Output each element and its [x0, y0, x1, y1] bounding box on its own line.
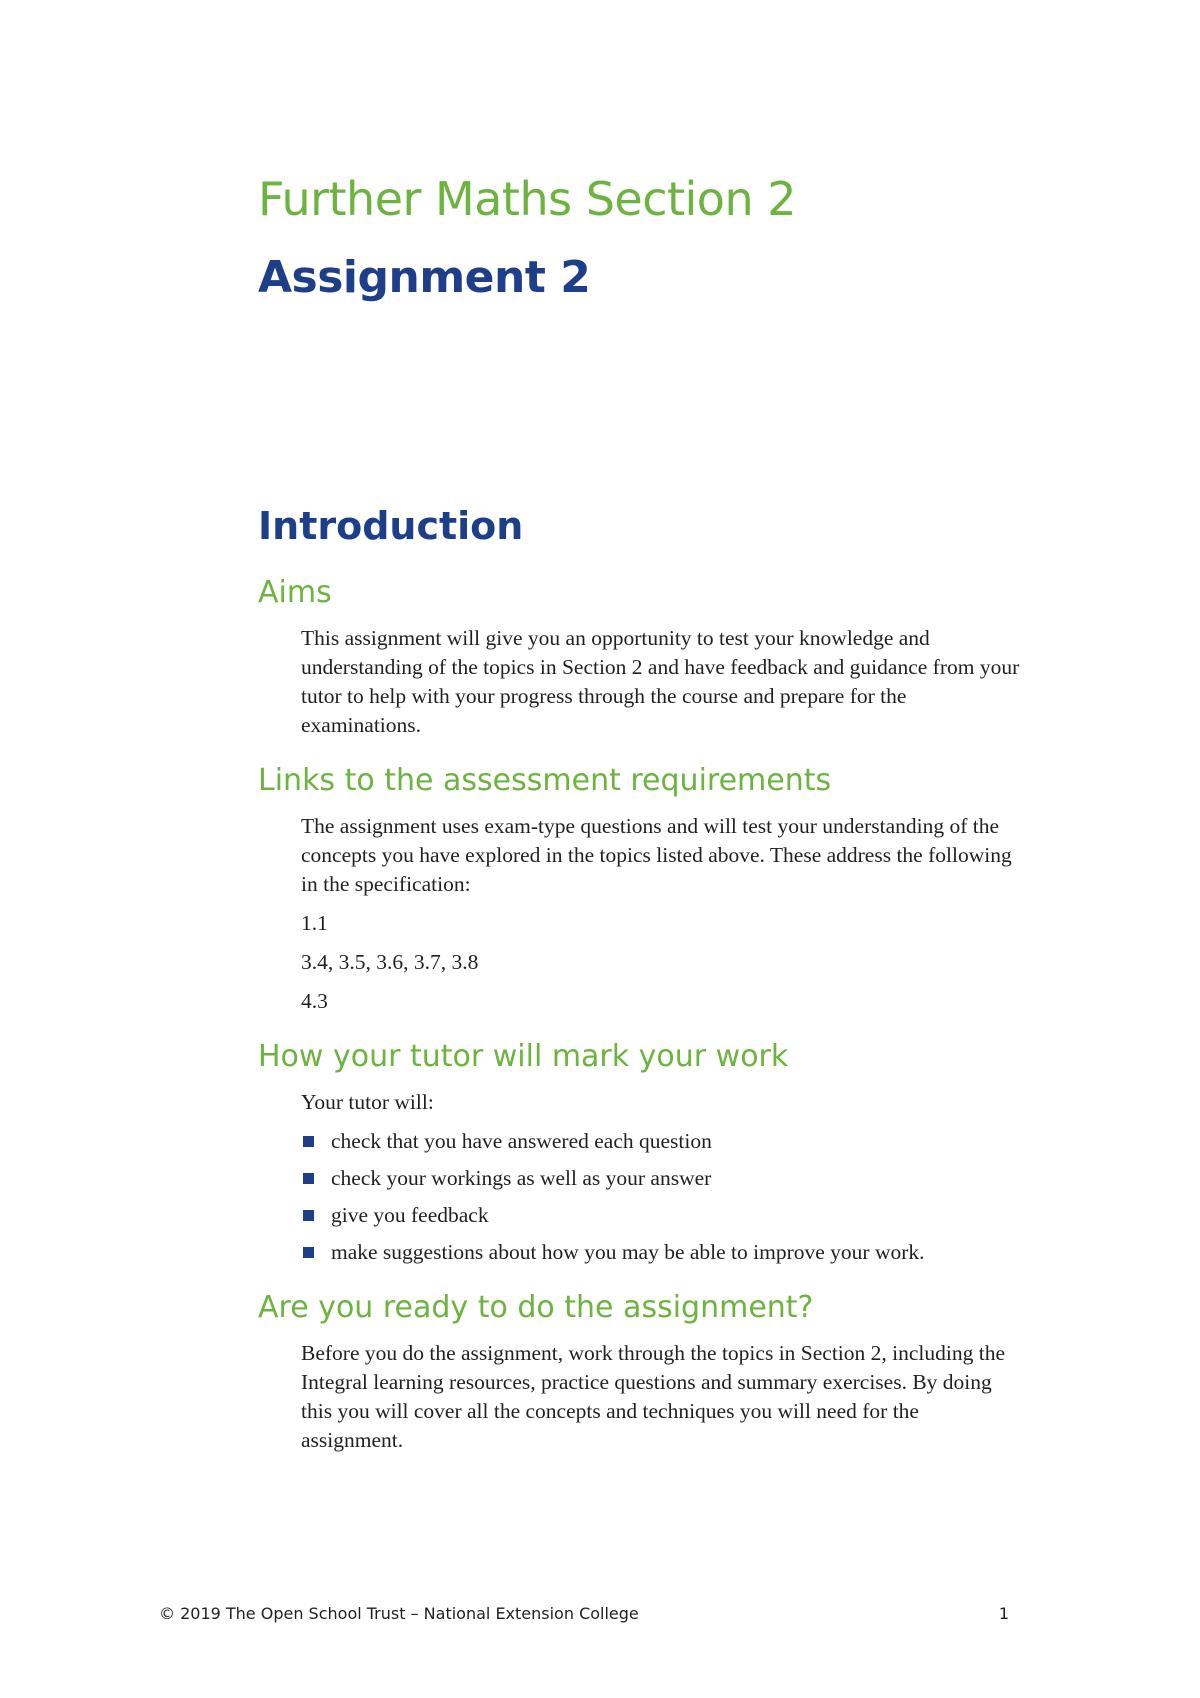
marking-section — [258, 1038, 1018, 1267]
list-item — [301, 1127, 1018, 1156]
list-item-text: make suggestions about how you may be able to improve your work. — [331, 1240, 925, 1264]
list-item — [301, 1238, 1018, 1267]
document-subtitle: Assignment 2 — [258, 252, 591, 303]
list-item-text: check your workings as well as your answer — [331, 1166, 712, 1190]
spec-item: 3.4, 3.5, 3.6, 3.7, 3.8 — [301, 950, 479, 974]
aims-section — [258, 574, 1018, 740]
page-number: 1 — [998, 1604, 1009, 1623]
document-title: Further Maths Section 2 — [258, 172, 796, 226]
links-heading: Links to the assessment requirements — [258, 763, 832, 798]
square-bullet-icon — [303, 1136, 314, 1147]
list-item-text: give you feedback — [331, 1203, 489, 1227]
spec-item: 1.1 — [301, 911, 328, 935]
list-item — [301, 1164, 1018, 1193]
square-bullet-icon — [303, 1173, 314, 1184]
ready-text: Before you do the assignment, work through the topics in Section 2, including the Integral learning resources, practice questions and summary exercises. By doing this you will cover all the concepts and techniques you will need for the assignment. — [301, 1341, 1006, 1452]
main-content — [258, 502, 1018, 1477]
links-text: The assignment uses exam-type questions and will test your understanding of the concepts you have explored in the topics listed above. These address the following in the specification: — [301, 814, 1012, 896]
introduction-heading: Introduction — [258, 504, 524, 548]
marking-bullet-list — [301, 1127, 1018, 1267]
ready-heading: Are you ready to do the assignment? — [258, 1290, 814, 1325]
links-section — [258, 762, 1018, 1016]
marking-lead: Your tutor will: — [301, 1090, 434, 1114]
ready-section — [258, 1289, 1018, 1455]
aims-text: This assignment will give you an opportunity to test your knowledge and understanding of the topics in Section 2 and have feedback and guidance from your tutor to help with your progress through the course and prepare for the examinations. — [301, 626, 1020, 737]
spec-item: 4.3 — [301, 989, 328, 1013]
list-item — [301, 1201, 1018, 1230]
list-item-text: check that you have answered each question — [331, 1129, 712, 1153]
aims-heading: Aims — [258, 575, 332, 610]
square-bullet-icon — [303, 1210, 314, 1221]
square-bullet-icon — [303, 1247, 314, 1258]
marking-heading: How your tutor will mark your work — [258, 1039, 789, 1074]
copyright-text: © 2019 The Open School Trust – National Extension College — [159, 1604, 639, 1623]
